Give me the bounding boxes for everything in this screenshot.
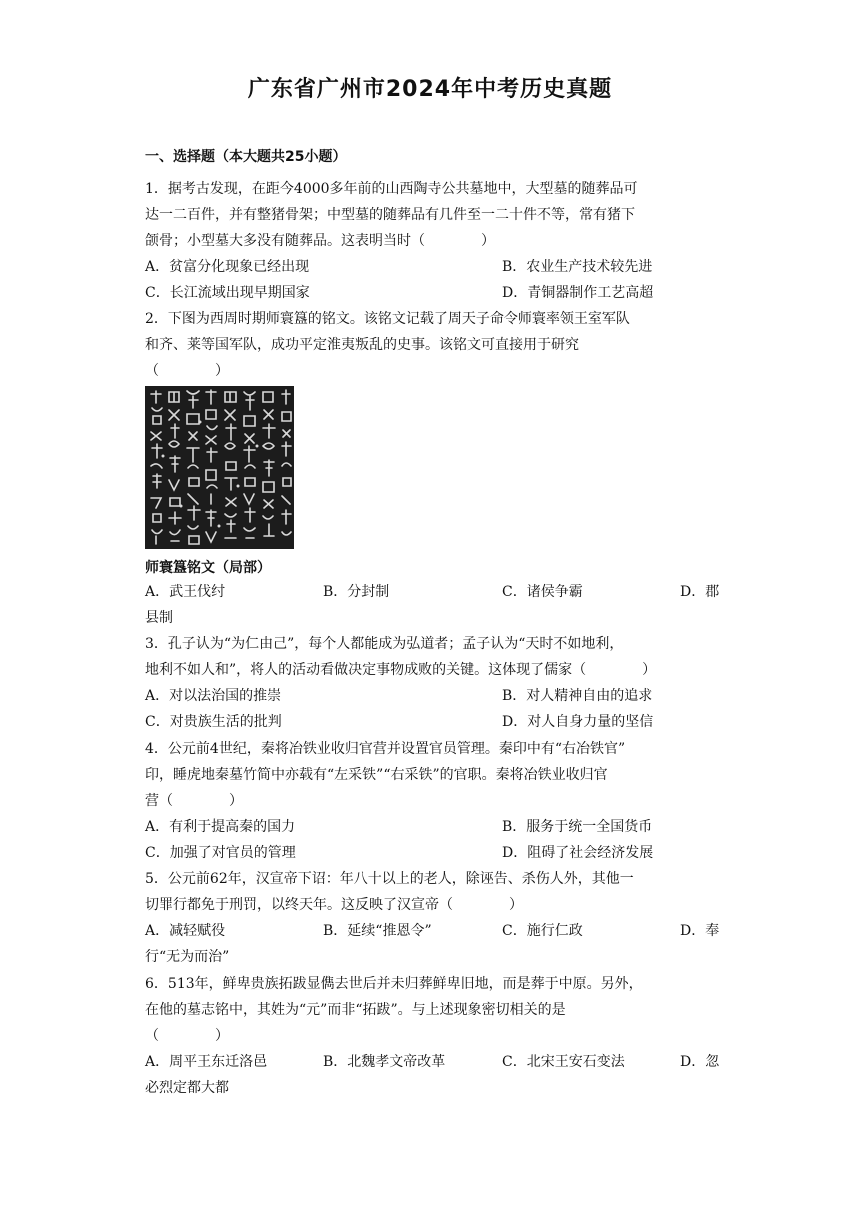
q1-line-3: 颌骨；小型墓大多没有随葬品。这表明当时（ ） bbox=[145, 233, 495, 249]
q4-option-d: D．阻碍了社会经济发展 bbox=[502, 845, 654, 861]
q1-option-b: B．农业生产技术较先进 bbox=[502, 259, 653, 275]
q1-option-d: D．青铜器制作工艺高超 bbox=[502, 285, 654, 301]
q1-option-c: C．长江流域出现早期国家 bbox=[145, 285, 310, 301]
page-title: 广东省广州市2024年中考历史真题 bbox=[247, 77, 613, 102]
q2-option-b: B．分封制 bbox=[323, 584, 390, 600]
q3-option-d: D．对人自身力量的坚信 bbox=[502, 714, 654, 730]
bronze-inscription-image bbox=[145, 386, 294, 549]
q1-line-2: 达一二百件，并有整猪骨架；中型墓的随葬品有几件至一二十件不等，常有猪下 bbox=[145, 207, 635, 223]
q1-option-a: A．贫富分化现象已经出现 bbox=[145, 259, 310, 275]
q2-line-3: （ ） bbox=[145, 363, 229, 379]
q6-line-2: 在他的墓志铭中，其姓为“元”而非“拓跋”。与上述现象密切相关的是 bbox=[145, 1002, 566, 1018]
q4-option-c: C．加强了对官员的管理 bbox=[145, 845, 296, 861]
q3-option-c: C．对贵族生活的批判 bbox=[145, 714, 282, 730]
q4-option-a: A．有利于提高秦的国力 bbox=[145, 819, 296, 835]
q2-line-1: 2．下图为西周时期师寰簋的铭文。该铭文记载了周天子命令师寰率领王室军队 bbox=[145, 311, 630, 327]
q6-option-d: D．忽 bbox=[680, 1054, 720, 1070]
q6-option-b: B．北魏孝文帝改革 bbox=[323, 1054, 446, 1070]
q3-option-b: B．对人精神自由的追求 bbox=[502, 688, 653, 704]
q3-line-1: 3．孔子认为“为仁由己”，每个人都能成为弘道者；孟子认为“天时不如地利， bbox=[145, 636, 624, 652]
q1-line-1: 1．据考古发现，在距今4000多年前的山西陶寺公共墓地中，大型墓的随葬品可 bbox=[145, 181, 638, 197]
q6-line-3: （ ） bbox=[145, 1028, 229, 1044]
image-caption: 师寰簋铭文（局部） bbox=[145, 560, 271, 576]
q5-line-1: 5．公元前62年，汉宣帝下诏：年八十以上的老人，除诬告、杀伤人外，其他一 bbox=[145, 871, 634, 887]
q4-line-3: 营（ ） bbox=[145, 793, 243, 809]
q4-line-1: 4．公元前4世纪，秦将冶铁业收归官营并设置官员管理。秦印中有“右冶铁官” bbox=[145, 741, 626, 757]
q5-option-b: B．延续“推恩令” bbox=[323, 923, 432, 939]
q5-option-d: D．奉 bbox=[680, 923, 720, 939]
section-heading: 一、选择题（本大题共25小题） bbox=[145, 149, 347, 165]
q5-line-2: 切罪行都免于刑罚，以终天年。这反映了汉宣帝（ ） bbox=[145, 897, 523, 913]
q5-option-a: A．减轻赋役 bbox=[145, 923, 226, 939]
q5-option-c: C．施行仁政 bbox=[502, 923, 583, 939]
q4-option-b: B．服务于统一全国货币 bbox=[502, 819, 653, 835]
q6-option-d-continued: 必烈定都大都 bbox=[145, 1080, 229, 1096]
q2-option-c: C．诸侯争霸 bbox=[502, 584, 583, 600]
q2-option-d-continued: 县制 bbox=[145, 610, 173, 626]
q2-option-a: A．武王伐纣 bbox=[145, 584, 226, 600]
q2-option-d: D．郡 bbox=[680, 584, 720, 600]
q6-option-a: A．周平王东迁洛邑 bbox=[145, 1054, 268, 1070]
q5-option-d-continued: 行“无为而治” bbox=[145, 949, 230, 965]
q2-line-2: 和齐、莱等国军队，成功平定淮夷叛乱的史事。该铭文可直接用于研究 bbox=[145, 337, 579, 353]
q4-line-2: 印，睡虎地秦墓竹简中亦载有“左采铁”“右采铁”的官职。秦将冶铁业收归官 bbox=[145, 767, 608, 783]
q6-line-1: 6．513年，鲜卑贵族拓跋显儁去世后并未归葬鲜卑旧地，而是葬于中原。另外， bbox=[145, 976, 643, 992]
q6-option-c: C．北宋王安石变法 bbox=[502, 1054, 625, 1070]
q3-option-a: A．对以法治国的推崇 bbox=[145, 688, 282, 704]
q3-line-2: 地利不如人和”，将人的活动看做决定事物成败的关键。这体现了儒家（ ） bbox=[145, 662, 657, 678]
